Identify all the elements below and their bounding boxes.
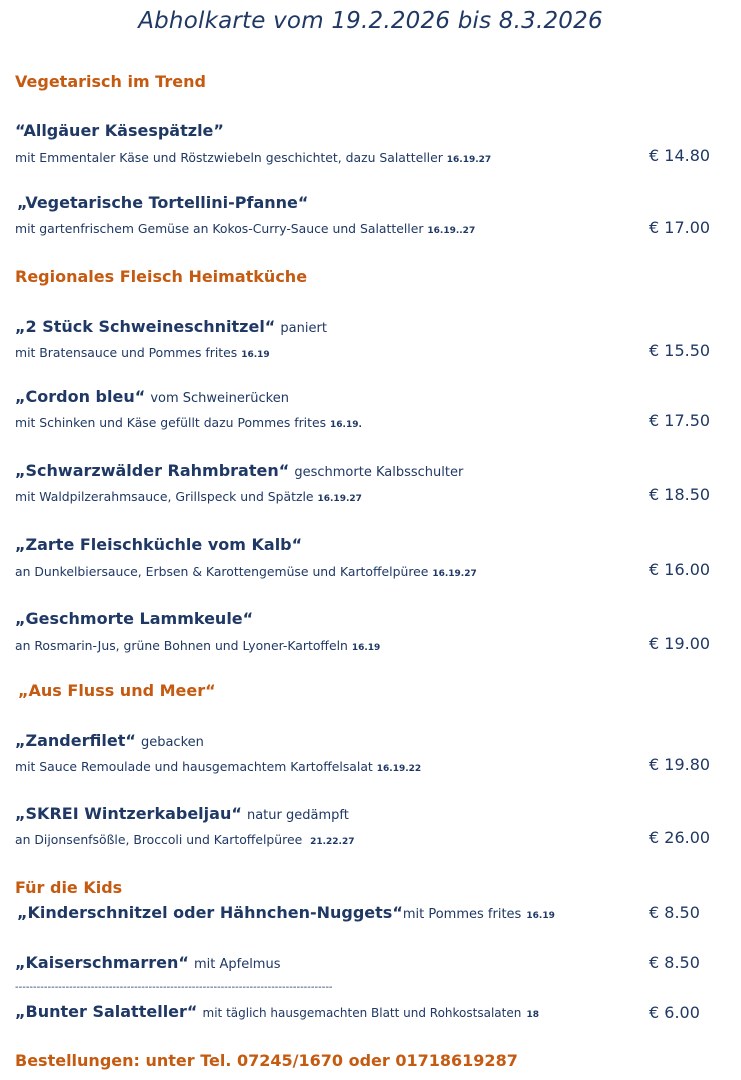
dish-name: [15, 387, 289, 406]
dish-name: [17, 903, 555, 922]
dish-note: mit Apfelmus: [193, 957, 281, 972]
dish-name: [15, 1002, 539, 1021]
dish-price: € 8.50: [649, 953, 700, 972]
dish-title: „Kinderschnitzel oder Hähnchen-Nuggets“: [17, 903, 403, 922]
allergen-codes: 16.19..27: [427, 226, 476, 236]
dish-title: „Zarte Fleischküchle vom Kalb“: [15, 535, 303, 554]
dish-description: [15, 221, 475, 236]
allergen-codes: 18: [526, 1010, 539, 1020]
dish-name: [15, 535, 302, 554]
allergen-codes: 16.19.27: [317, 494, 362, 504]
allergen-codes: 16.19: [241, 350, 270, 360]
dish-price: € 16.00: [649, 560, 711, 579]
dish-note: natur gedämpft: [246, 808, 349, 823]
category-vegetarian: Vegetarisch im Trend: [15, 72, 206, 91]
dish-description-text: an Dijonsenfsößle, Broccoli und Kartoffelpüree: [15, 832, 303, 847]
category-river-and-sea: „Aus Fluss und Meer“: [18, 681, 216, 700]
dish-title: „Kaiserschmarren“: [15, 953, 189, 972]
dish-price: € 17.00: [649, 218, 711, 237]
dish-title: „Cordon bleu“: [15, 387, 146, 406]
allergen-codes: 21.22.27: [310, 837, 355, 847]
dish-description: [15, 564, 477, 579]
dish-description-text: mit gartenfrischem Gemüse an Kokos-Curry-Sauce und Salatteller: [15, 221, 424, 236]
dish-title: „2 Stück Schweineschnitzel“: [15, 317, 276, 336]
dish-description: [15, 759, 421, 774]
dish-title: „Schwarzwälder Rahmbraten“: [15, 461, 290, 480]
page-title: Abholkarte vom 19.2.2026 bis 8.3.2026: [138, 8, 603, 34]
dish-title: „Bunter Salatteller“: [15, 1002, 198, 1021]
dish-price: € 15.50: [649, 341, 711, 360]
dish-description: [15, 638, 380, 653]
dish-description-text: mit Emmentaler Käse und Röstzwiebeln geschichtet, dazu Salatteller: [15, 150, 443, 165]
dish-name: [17, 193, 308, 212]
dish-description: [15, 832, 355, 847]
dish-note: gebacken: [140, 735, 204, 750]
dish-name: [15, 317, 327, 336]
dish-name: [15, 609, 253, 628]
dish-note: mit Pommes frites: [402, 907, 522, 922]
allergen-codes: 16.19.22: [376, 764, 422, 774]
allergen-codes: 16.19: [526, 911, 555, 921]
dish-price: € 18.50: [649, 485, 711, 504]
dish-description-text: mit Sauce Remoulade und hausgemachtem Kartoffelsalat: [15, 759, 373, 774]
dish-price: € 19.00: [649, 634, 711, 653]
dish-description-text: mit Bratensauce und Pommes frites: [15, 345, 238, 360]
dish-price: € 26.00: [649, 828, 711, 847]
dish-description: [15, 415, 362, 430]
allergen-codes: 16.19.: [330, 420, 362, 430]
dish-title: „Geschmorte Lammkeule“: [15, 609, 254, 628]
dish-name: [15, 731, 204, 750]
separator-line: ----------------------------------------------------------------------------------------: [15, 982, 333, 993]
dish-price: € 8.50: [649, 903, 700, 922]
order-contact: Bestellungen: unter Tel. 07245/1670 oder 01718619287: [15, 1051, 518, 1070]
dish-description: [15, 345, 270, 360]
dish-note: paniert: [280, 321, 327, 336]
dish-price: € 6.00: [649, 1003, 700, 1022]
dish-name: [15, 121, 224, 140]
dish-description-text: mit Schinken und Käse gefüllt dazu Pommes frites: [15, 415, 327, 430]
allergen-codes: 16.19.27: [432, 569, 477, 579]
dish-price: € 19.80: [649, 755, 711, 774]
dish-name: [15, 953, 280, 972]
dish-name: [15, 804, 349, 823]
dish-description: [15, 489, 362, 504]
category-regional-meat: Regionales Fleisch Heimatküche: [15, 267, 308, 286]
allergen-codes: 16.19.27: [446, 155, 492, 165]
dish-title: “Allgäuer Käsespätzle”: [15, 121, 224, 140]
dish-description-text: an Dunkelbiersauce, Erbsen & Karottengemüse und Kartoffelpüree: [15, 564, 429, 579]
allergen-codes: 16.19: [351, 643, 381, 653]
dish-note: geschmorte Kalbsschulter: [294, 465, 464, 480]
dish-description-text: mit Waldpilzerahmsauce, Grillspeck und Spätzle: [15, 489, 314, 504]
dish-name: [15, 461, 463, 480]
dish-title: „SKREI Wintzerkabeljau“: [15, 804, 242, 823]
dish-description: [15, 150, 491, 165]
dish-title: „Vegetarische Tortellini-Pfanne“: [17, 193, 309, 212]
category-kids: Für die Kids: [15, 878, 123, 897]
dish-note: mit täglich hausgemachten Blatt und Rohkostsalaten: [202, 1006, 522, 1020]
dish-price: € 17.50: [649, 411, 711, 430]
dish-title: „Zanderfilet“: [15, 731, 136, 750]
dish-price: € 14.80: [649, 146, 711, 165]
dish-description-text: an Rosmarin-Jus, grüne Bohnen und Lyoner-Kartoffeln: [15, 638, 348, 653]
dish-note: vom Schweinerücken: [150, 391, 289, 406]
